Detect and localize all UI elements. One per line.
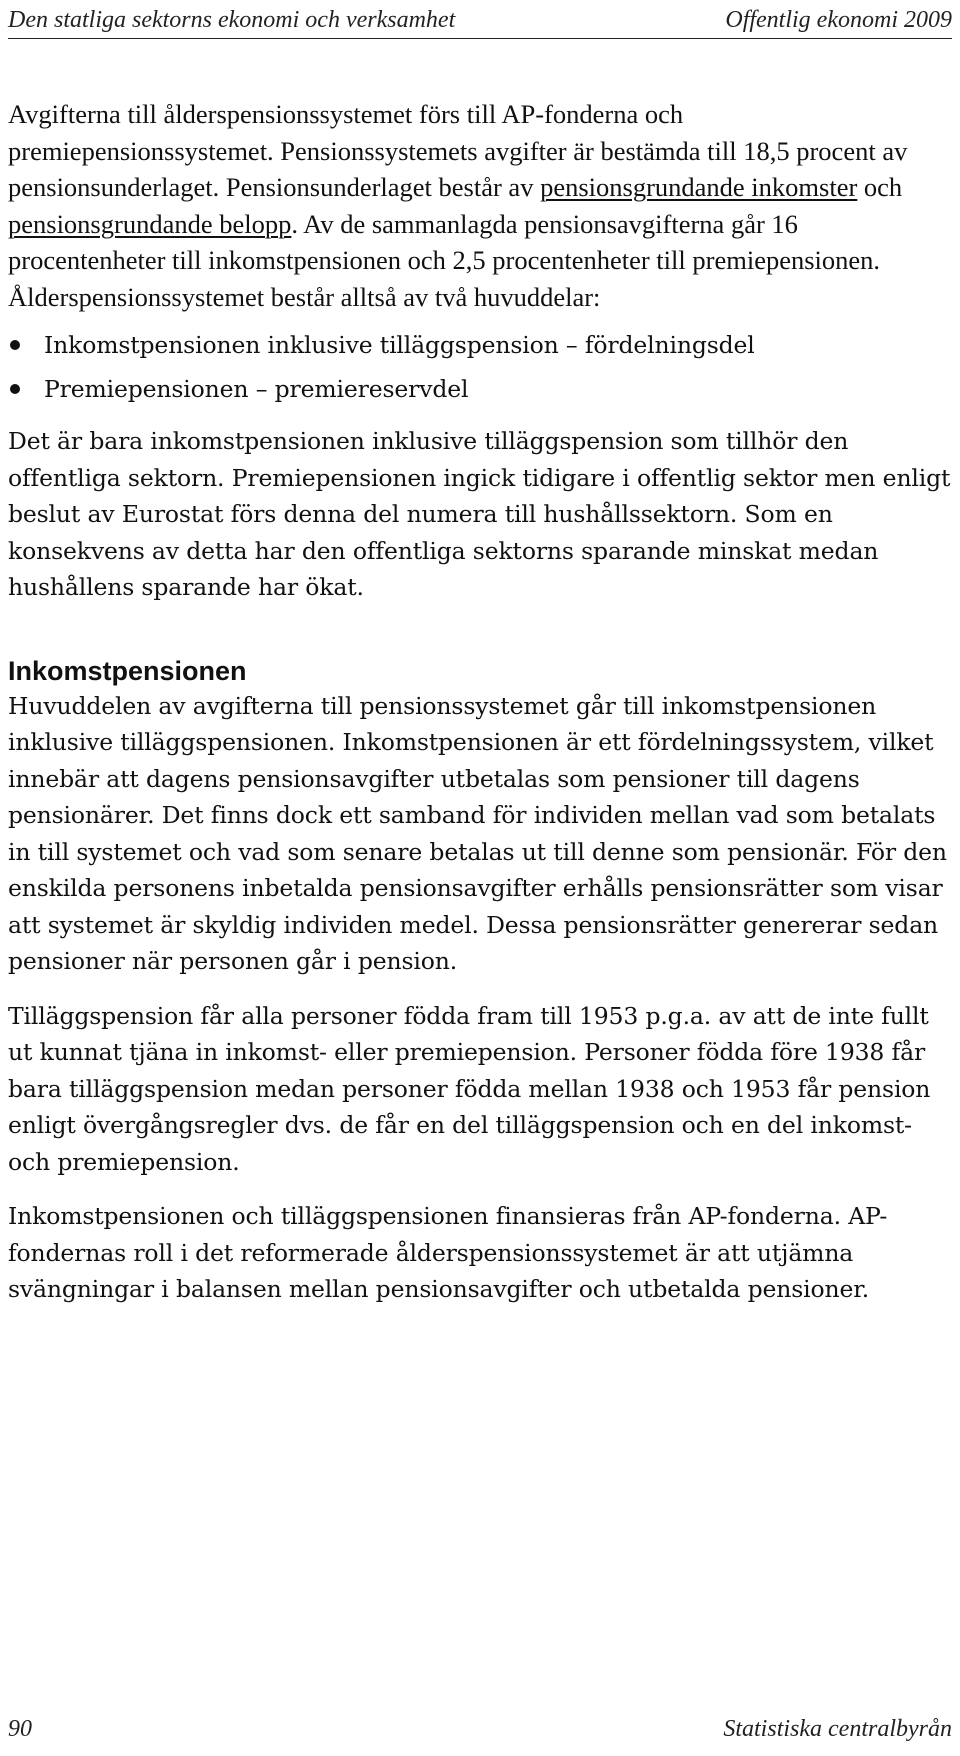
list-item-text: Premiepensionen – premiereservdel [44,375,469,403]
footer-publisher: Statistiska centralbyrån [723,1716,952,1742]
link-pensionsgrundande-inkomster[interactable]: pensionsgrundande inkomster [540,172,858,202]
spacer [8,1180,954,1198]
page-footer [8,1716,952,1743]
page-number: 90 [8,1716,32,1742]
intro-text-2: . Av de sammanlagda pensionsavgifterna går 16 procentenheter till inkomstpensionen och 2,5 procentenheter till premiepensionen. Ålderspensionssystemet består alltså av två huvuddelar: [8,208,881,312]
bullet-icon [10,384,20,394]
section-paragraph-1: Huvuddelen av avgifterna till pensionssystemet går till inkomstpensionen inklusive tilläggspensionen. Inkomstpensionen är ett fördelningssystem, vilket innebär att dagens pensionsavgifter utbetalas som pensioner till dagens pensionärer. Det finns dock ett samband för individen mellan vad som betalats in till systemet och vad som senare betalas ut till denne som pensionär. För den enskilda personens inbetalda pensionsavgifter erhålls pensionsrätter som visar att systemet är skyldig individen medel. Dessa pensionsrätter genererar sedan pensioner när personen går i pension. [8,691,947,975]
section-paragraph-2: Tilläggspension får alla personer födda fram till 1953 p.g.a. av att de inte fullt ut kunnat tjäna in inkomst- eller premiepension. Personer födda före 1938 får bara tilläggspension medan personer födda mellan 1938 och 1953 får pension enligt övergångsregler dvs. de får en del tilläggspension och en del inkomst- och premiepension. [8,1001,931,1176]
intro-text-1: Avgifterna till ålderspensionssystemet förs till AP-fonderna och premiepensionssystemet. Pensionssystemets avgifter är bestämda till 18,5 procent av pensionsunderlaget. Pensionsunderlaget består av [8,99,908,202]
list-item-text: Inkomstpensionen inklusive tilläggspension – fördelningsdel [44,331,755,359]
header-publication: Offentlig ekonomi 2009 [725,7,952,33]
spacer [8,980,954,998]
link-pensionsgrundande-belopp[interactable]: pensionsgrundande belopp [8,208,292,239]
intro-paragraph [8,96,954,315]
running-header [8,0,952,39]
list-item [8,323,954,367]
spacer [8,606,954,654]
header-title: Den statliga sektorns ekonomi och verksamhet [8,7,456,33]
section-heading: Inkomstpensionen [8,655,247,686]
intro-text-mid: och [857,172,903,202]
body-paragraph: Det är bara inkomstpensionen inklusive tilläggspension som tillhör den offentliga sektorn. Premiepensionen ingick tidigare i offentlig sektor men enligt beslut av Eurostat förs denna del numera till hushållssektorn. Som en konsekvens av detta har den offentliga sektorns sparande minskat medan hushållens sparande har ökat. [8,427,951,601]
bullet-icon [10,340,20,350]
list-item [8,367,954,411]
main-content [8,96,954,1308]
section-paragraph-3: Inkomstpensionen och tilläggspensionen finansieras från AP-fonderna. AP-fondernas roll i det reformerade ålderspensionssystemet är att utjämna svängningar i balansen mellan pensionsavgifter och utbetalda pensioner. [8,1202,888,1303]
bullet-list [8,323,954,411]
